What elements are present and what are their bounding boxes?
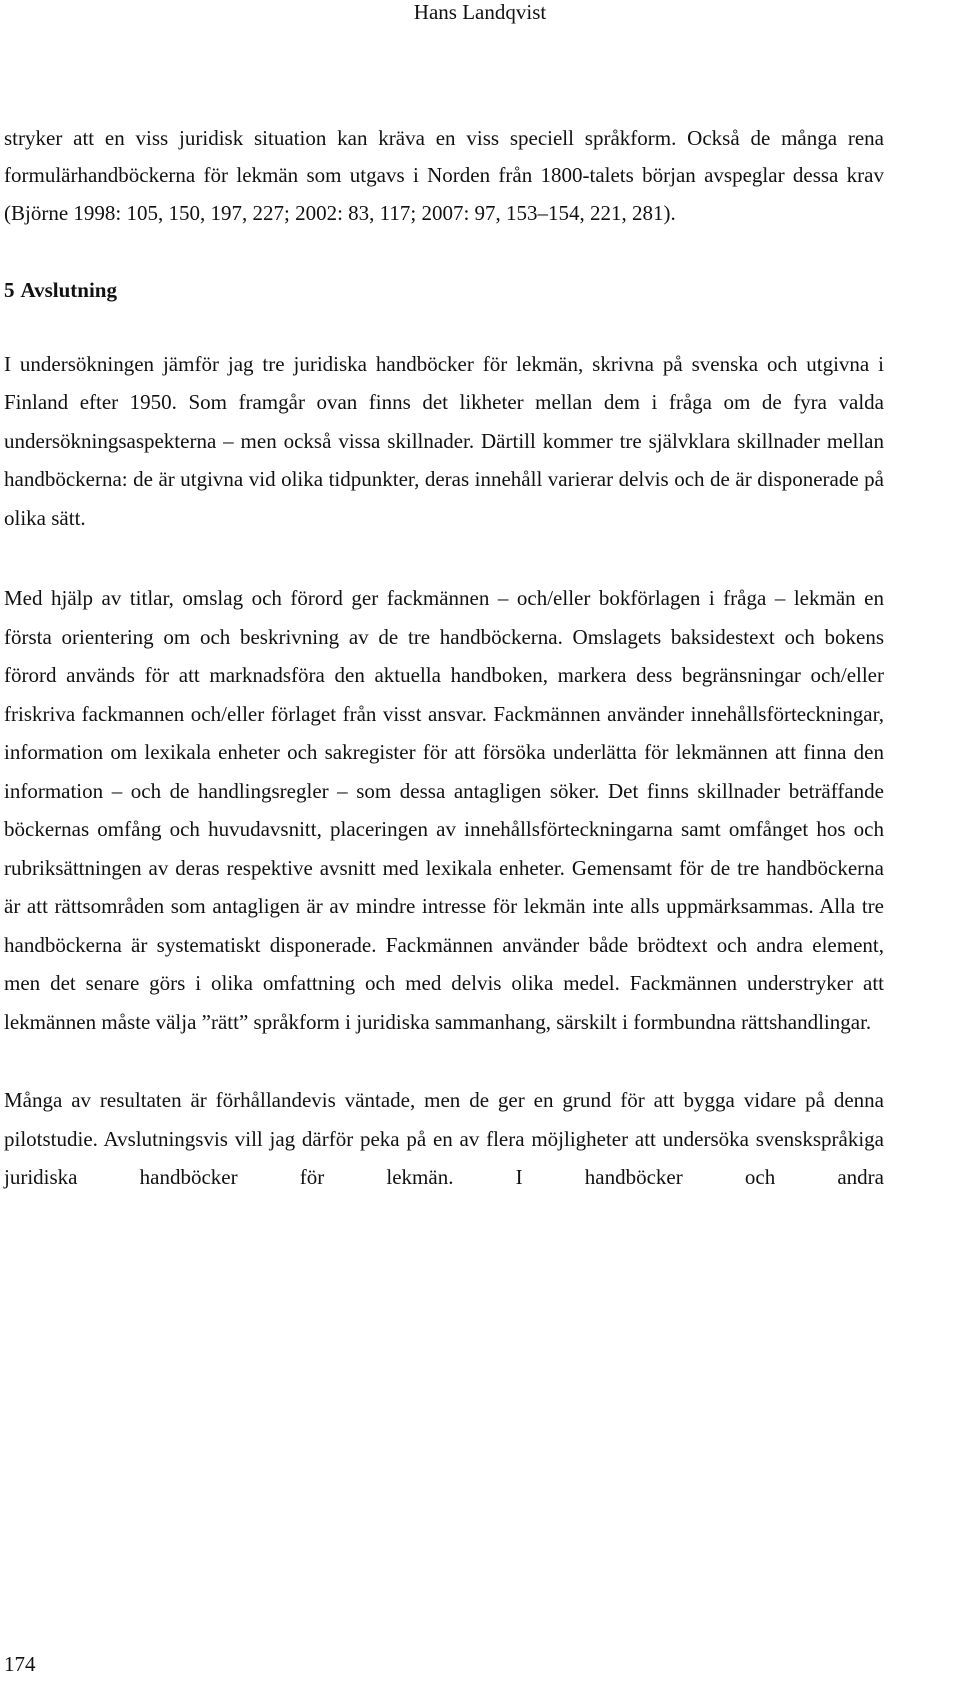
section-heading-number: 5 [4,277,15,302]
spacer [4,305,884,345]
paragraph-conclusion: Många av resultaten är förhållandevis väntade, men de ger en grund för att bygga vidare på denna pilotstudie. Avslutningsvis vill jag därför peka på en av flera möjligheter att undersöka svenskspråkiga juridiska handböcker för lekmän. I handböcker och andra [4,1088,884,1190]
spacer [4,232,884,275]
running-head: Hans Landqvist [413,0,547,24]
section-heading-title: Avslutning [20,277,117,302]
paragraph-findings: Med hjälp av titlar, omslag och förord ger fackmännen – och/eller bokförlagen i fråga – lekmän en första orientering om och beskrivning av de tre handböckerna. Omslagets baksidestext och bokens förord används för att marknadsföra den aktuella handboken, markera dess begränsningar och/eller friskriva fackmannen och/eller förlaget från visst ansvar. Fackmännen använder innehållsförteckningar, information om lexikala enheter och sakregister för att försöka underlätta för lekmännen att finna den information – och de handlingsregler – som dessa antagligen söker. Det finns skillnader beträffande böckernas omfång och huvudavsnitt, placeringen av innehållsförteckningarna samt omfånget hos och rubriksättningen av deras respektive avsnitt med lexikala enheter. Gemensamt för de tre handböckerna är att rättsområden som antagligen är av mindre intresse för lekmän inte alls uppmärksammas. Alla tre handböckerna är systematiskt disponerade. Fackmännen använder både brödtext och andra element, men det senare görs i olika omfattning och med delvis olika medel. Fackmännen understryker att lekmännen måste välja ”rätt” språkform i juridiska sammanhang, särskilt i formbundna rättshandlingar. [4,586,884,1034]
section-heading [4,275,884,305]
page-number: 174 [4,1652,36,1676]
page-body [4,120,884,1197]
spacer [4,537,884,579]
paragraph-intro: stryker att en viss juridisk situation kan kräva en viss speciell språkform. Också de många rena formulärhandböckerna för lekmän som utgavs i Norden från 1800-talets början avspeglar dessa krav (Björne 1998: 105, 150, 197, 227; 2002: 83, 117; 2007: 97, 153–154, 221, 281). [4,126,884,225]
spacer [4,1041,884,1081]
paragraph-summary: I undersökningen jämför jag tre juridiska handböcker för lekmän, skrivna på svenska och utgivna i Finland efter 1950. Som framgår ovan finns det likheter mellan dem i fråga om de fyra valda undersökningsaspekterna – men också vissa skillnader. Därtill kommer tre självklara skillnader mellan handböckerna: de är utgivna vid olika tidpunkter, deras innehåll varierar delvis och de är disponerade på olika sätt. [4,351,884,530]
